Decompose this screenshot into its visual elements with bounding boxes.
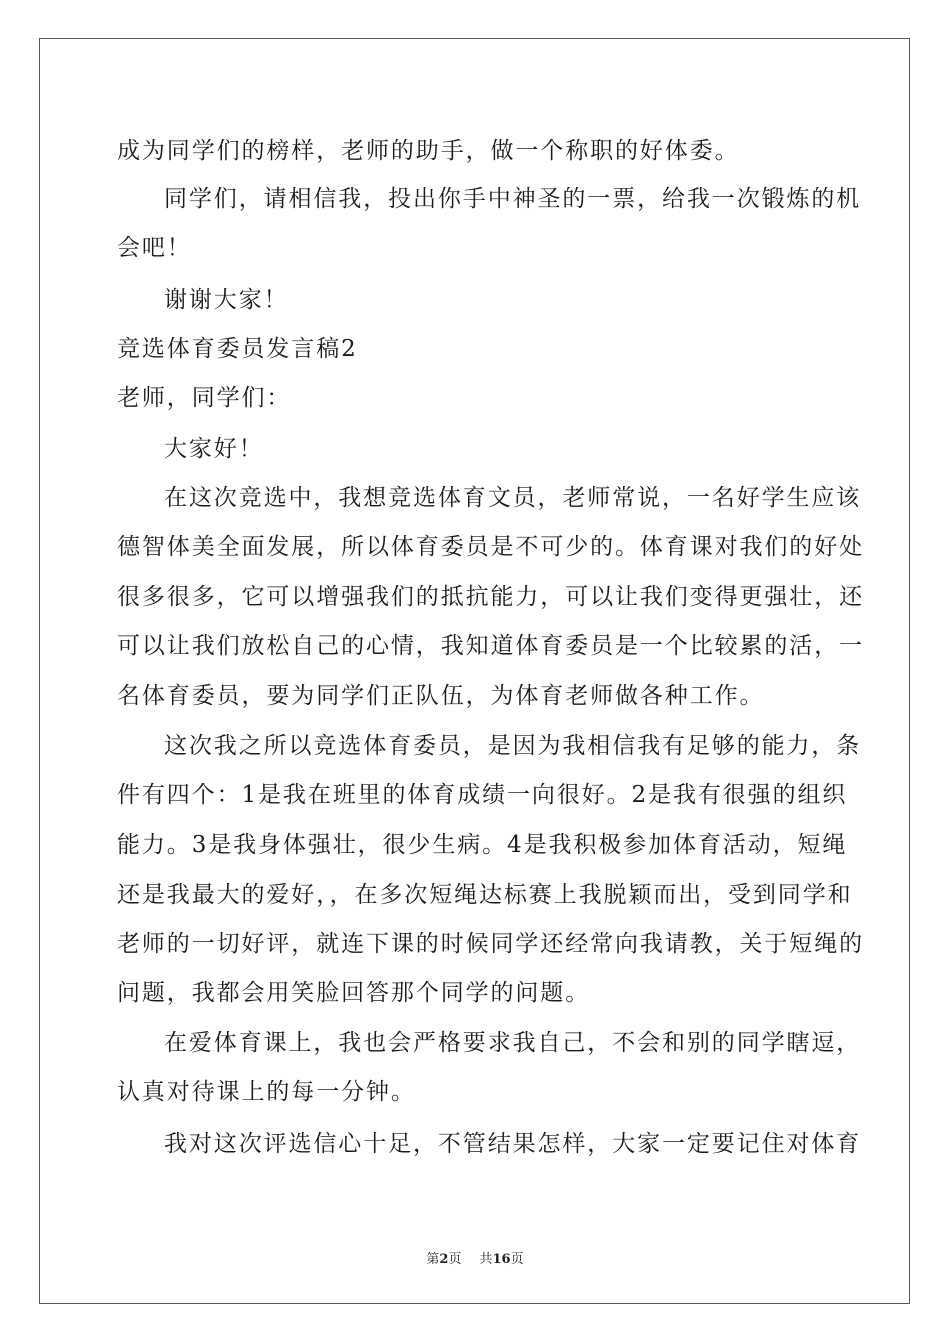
paragraph-line: 我对这次评选信心十足，不管结果怎样，大家一定要记住对体育 <box>164 1131 862 1157</box>
paragraph-line: 德智体美全面发展，所以体育委员是不可少的。体育课对我们的好处 <box>117 534 864 560</box>
paragraph-line: 很多很多，它可以增强我们的抵抗能力，可以让我们变得更强壮，还 <box>117 584 864 610</box>
paragraph-line: 老师的一切好评，就连下课的时候同学还经常向我请教，关于短绳的 <box>117 931 864 957</box>
paragraph-line: 会吧！ <box>117 235 192 261</box>
page-suffix: 页 <box>448 1252 462 1267</box>
salutation-line: 老师，同学们： <box>117 385 292 411</box>
paragraph-line: 件有四个：1是我在班里的体育成绩一向很好。2是我有很强的组织 <box>117 782 848 808</box>
paragraph-line: 这次我之所以竞选体育委员，是因为我相信我有足够的能力，条 <box>164 733 862 759</box>
paragraph-line: 可以让我们放松自己的心情，我知道体育委员是一个比较累的活，一 <box>117 633 864 659</box>
paragraph-line: 还是我最大的爱好，，在多次短绳达标赛上我脱颖而出，受到同学和 <box>117 882 853 908</box>
paragraph-line: 谢谢大家！ <box>164 287 289 313</box>
greeting-line: 大家好！ <box>164 436 264 462</box>
total-prefix: 共 <box>479 1252 493 1267</box>
page-prefix: 第 <box>426 1252 440 1267</box>
page-border <box>39 38 910 1304</box>
paragraph-line: 能力。3是我身体强壮，很少生病。4是我积极参加体育活动，短绳 <box>117 832 848 858</box>
paragraph-line: 在这次竞选中，我想竞选体育文员，老师常说，一名好学生应该 <box>164 485 862 511</box>
paragraph-line: 问题，我都会用笑脸回答那个同学的问题。 <box>117 980 591 1006</box>
paragraph-line: 认真对待课上的每一分钟。 <box>117 1079 416 1105</box>
paragraph-line: 成为同学们的榜样，老师的助手，做一个称职的好体委。 <box>117 138 740 164</box>
total-pages: 16 <box>492 1252 511 1267</box>
paragraph-line: 在爱体育课上，我也会严格要求我自己，不会和别的同学瞎逗， <box>164 1030 862 1056</box>
section-heading: 竞选体育委员发言稿2 <box>117 336 358 362</box>
paragraph-line: 名体育委员，要为同学们正队伍，为体育老师做各种工作。 <box>117 683 765 709</box>
page-footer <box>0 1248 950 1267</box>
paragraph-line: 同学们，请相信我，投出你手中神圣的一票，给我一次锻炼的机 <box>164 186 862 212</box>
total-suffix: 页 <box>510 1252 524 1267</box>
page-number: 2 <box>439 1252 449 1267</box>
